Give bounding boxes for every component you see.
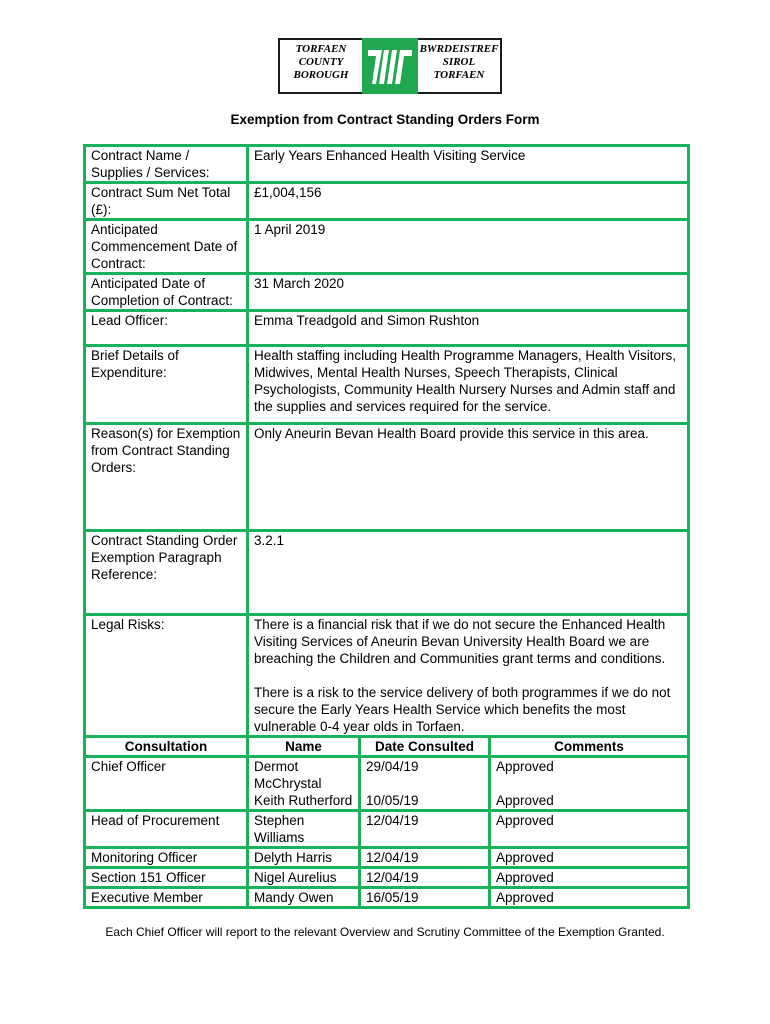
logo-line: BOROUGH bbox=[293, 69, 349, 81]
column-header: Name bbox=[248, 737, 360, 757]
field-value: 3.2.1 bbox=[248, 531, 689, 615]
consultation-name: Stephen Williams bbox=[248, 811, 360, 848]
consultation-row bbox=[85, 811, 689, 848]
consultation-comment: Approved bbox=[490, 848, 689, 868]
consultation-row bbox=[85, 868, 689, 888]
consultation-comment bbox=[490, 757, 689, 811]
paragraph-reference-row bbox=[85, 531, 689, 615]
consultation-role: Executive Member bbox=[85, 888, 248, 908]
name-entry: Dermot McChrystal bbox=[254, 759, 322, 791]
date-entry: 29/04/19 bbox=[366, 759, 419, 774]
consultation-date: 12/04/19 bbox=[360, 848, 490, 868]
consultation-comment: Approved bbox=[490, 868, 689, 888]
field-label: Legal Risks: bbox=[85, 615, 248, 737]
council-logo bbox=[278, 38, 503, 96]
field-label: Contract Standing Order Exemption Paragraph Reference: bbox=[85, 531, 248, 615]
consultation-date bbox=[360, 757, 490, 811]
consultation-role: Section 151 Officer bbox=[85, 868, 248, 888]
consultation-header-row bbox=[85, 737, 689, 757]
date-entry: 10/05/19 bbox=[366, 793, 419, 808]
consultation-name bbox=[248, 757, 360, 811]
logo-text-english bbox=[278, 38, 362, 94]
field-value: Early Years Enhanced Health Visiting Service bbox=[248, 146, 689, 183]
field-value: Only Aneurin Bevan Health Board provide this service in this area. bbox=[248, 424, 689, 531]
field-label: Lead Officer: bbox=[85, 311, 248, 346]
field-value bbox=[248, 615, 689, 737]
logo-line: TORFAEN bbox=[295, 43, 347, 55]
consultation-row bbox=[85, 757, 689, 811]
comment-entry: Approved bbox=[496, 793, 554, 808]
consultation-date: 12/04/19 bbox=[360, 811, 490, 848]
logo-line: TORFAEN bbox=[433, 69, 485, 81]
comment-entry: Approved bbox=[496, 759, 554, 774]
field-label: Contract Name / Supplies / Services: bbox=[85, 146, 248, 183]
consultation-row bbox=[85, 888, 689, 908]
field-value: Health staffing including Health Programme Managers, Health Visitors, Midwives, Mental Health Nurses, Speech Therapists, Clinical Psychologists, Community Health Nursery Nurses and Admin staff and the supplies and services required for the service. bbox=[248, 346, 689, 424]
legal-risks-row bbox=[85, 615, 689, 737]
commencement-row bbox=[85, 220, 689, 274]
consultation-name: Mandy Owen bbox=[248, 888, 360, 908]
consultation-role: Monitoring Officer bbox=[85, 848, 248, 868]
column-header: Consultation bbox=[85, 737, 248, 757]
field-label: Reason(s) for Exemption from Contract Standing Orders: bbox=[85, 424, 248, 531]
consultation-role: Head of Procurement bbox=[85, 811, 248, 848]
logo-line: BWRDEISTREF bbox=[419, 43, 499, 55]
completion-row bbox=[85, 274, 689, 311]
footer-note: Each Chief Officer will report to the relevant Overview and Scrutiny Committee of the Exemption Granted. bbox=[105, 925, 665, 939]
reasons-row bbox=[85, 424, 689, 531]
exemption-form-table bbox=[83, 144, 690, 909]
name-entry: Keith Rutherford bbox=[254, 793, 353, 808]
column-header: Comments bbox=[490, 737, 689, 757]
field-value: 31 March 2020 bbox=[248, 274, 689, 311]
consultation-row bbox=[85, 848, 689, 868]
field-label: Brief Details of Expenditure: bbox=[85, 346, 248, 424]
field-label: Contract Sum Net Total (£): bbox=[85, 183, 248, 220]
logo-line: COUNTY bbox=[298, 56, 344, 68]
logo-emblem-icon bbox=[362, 38, 418, 94]
contract-sum-row bbox=[85, 183, 689, 220]
consultation-comment: Approved bbox=[490, 811, 689, 848]
consultation-name: Delyth Harris bbox=[248, 848, 360, 868]
expenditure-row bbox=[85, 346, 689, 424]
column-header: Date Consulted bbox=[360, 737, 490, 757]
lead-officer-row bbox=[85, 311, 689, 346]
consultation-role: Chief Officer bbox=[85, 757, 248, 811]
consultation-date: 16/05/19 bbox=[360, 888, 490, 908]
field-value: Emma Treadgold and Simon Rushton bbox=[248, 311, 689, 346]
consultation-comment: Approved bbox=[490, 888, 689, 908]
field-label: Anticipated Date of Completion of Contract: bbox=[85, 274, 248, 311]
legal-risk-paragraph: There is a risk to the service delivery of both programmes if we do not secure the Early Years Health Service which benefits the most vulnerable 0-4 year olds in Torfaen. bbox=[254, 685, 671, 734]
logo-line: SIROL bbox=[442, 56, 476, 68]
consultation-date: 12/04/19 bbox=[360, 868, 490, 888]
field-value: £1,004,156 bbox=[248, 183, 689, 220]
legal-risk-paragraph: There is a financial risk that if we do not secure the Enhanced Health Visiting Services of Aneurin Bevan University Health Board we are breaching the Children and Communities grant terms and conditions. bbox=[254, 617, 666, 666]
contract-name-row bbox=[85, 146, 689, 183]
consultation-name: Nigel Aurelius bbox=[248, 868, 360, 888]
logo-text-welsh bbox=[418, 38, 502, 94]
form-title: Exemption from Contract Standing Orders Form bbox=[230, 112, 540, 127]
field-label: Anticipated Commencement Date of Contract: bbox=[85, 220, 248, 274]
field-value: 1 April 2019 bbox=[248, 220, 689, 274]
